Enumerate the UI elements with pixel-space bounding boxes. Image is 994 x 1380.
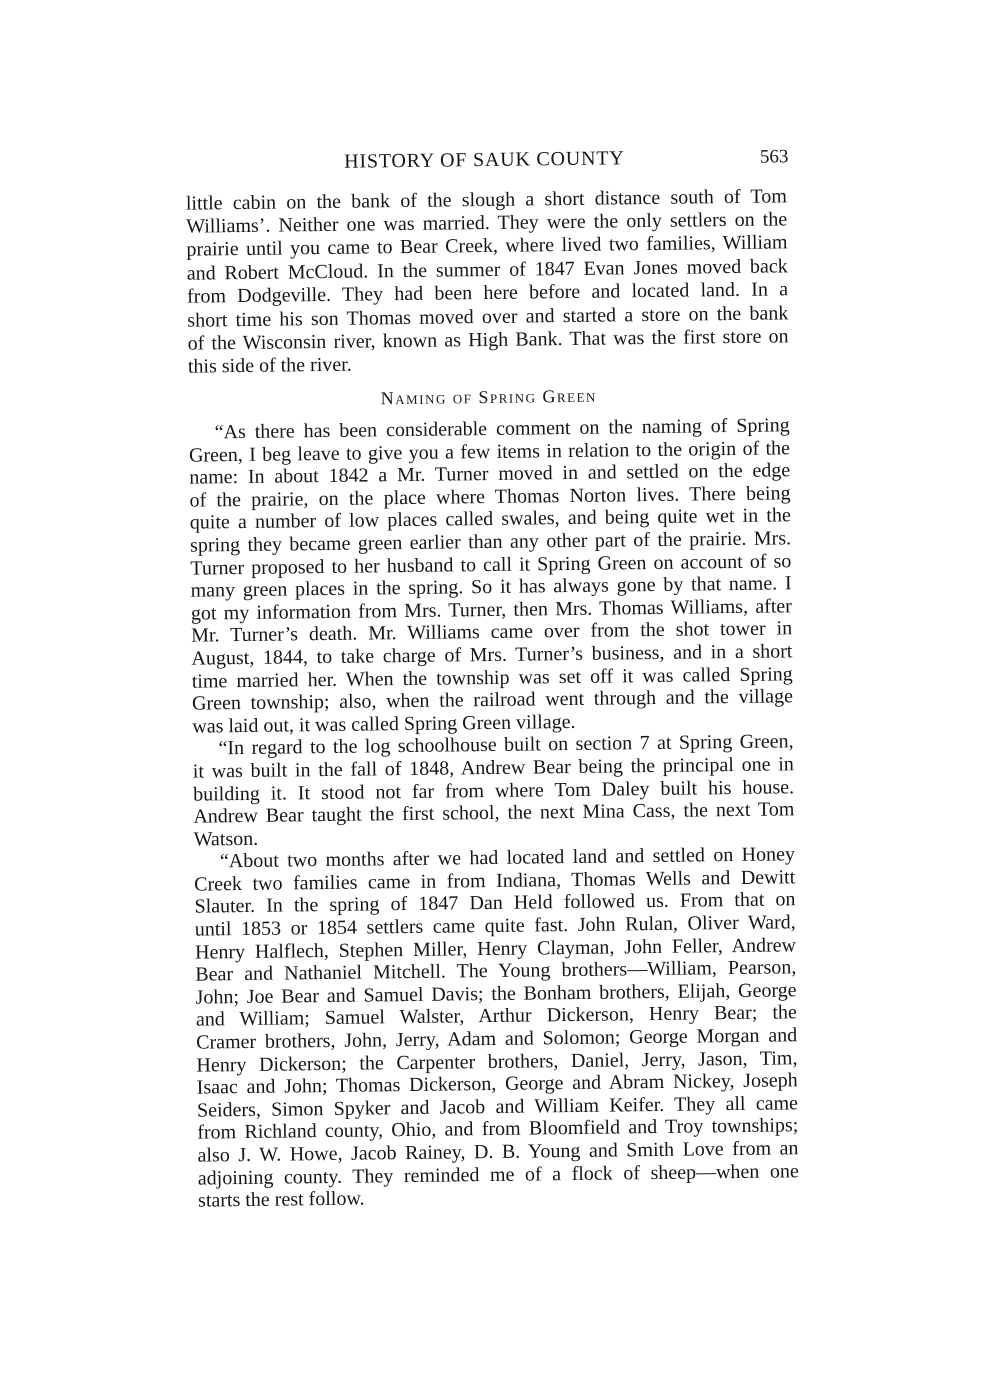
text-line: and Robert McCloud. In the summer of 1847 Evan Jones moved back <box>186 255 788 285</box>
text-line: got my information from Mrs. Turner, then Mrs. Thomas Williams, after <box>190 595 793 625</box>
text-line: spring they became green earlier than any other part of the prairie. Mrs. <box>189 527 792 557</box>
text-line: “As there has been considerable comment on the naming of Spring <box>214 414 790 444</box>
text-line: of the prairie, on the place where Thomas Norton lives. There being <box>189 482 791 512</box>
text-line: of the Wisconsin river, known as High Bank. That was the first store on <box>187 325 789 355</box>
text-line: it was built in the fall of 1848, Andrew Bear being the principal one in <box>192 753 794 783</box>
text-line: starts the rest follow. <box>197 1187 365 1212</box>
text-line: time married her. When the township was set off it was called Spring <box>191 662 793 693</box>
text-line: Seiders, Simon Spyker and Jacob and William Keifer. They all came <box>196 1092 799 1122</box>
text-line: name: In about 1842 a Mr. Turner moved in and settled on the edge <box>189 459 791 489</box>
text-line: Watson. <box>193 827 259 851</box>
section-heading: Naming of Spring Green <box>380 385 597 409</box>
text-line: Green, I beg leave to give you a few items in relation to the origin of the <box>188 436 791 467</box>
text-line: this side of the river. <box>187 354 352 379</box>
text-line: building it. It stood not far from where Tom Daley built his house. <box>192 775 795 806</box>
text-line: Creek two families came in from Indiana, Thomas Wells and Dewitt <box>194 866 796 896</box>
text-line: until 1853 or 1854 settlers came quite fast. John Rulan, Oliver Ward, <box>194 911 796 941</box>
page-number: 563 <box>759 146 789 168</box>
text-line: Andrew Bear taught the first school, the next Mina Cass, the next Tom <box>193 798 795 828</box>
text-line: little cabin on the bank of the slough a short distance south of Tom <box>185 184 787 215</box>
paragraph <box>194 844 799 1213</box>
book-page <box>143 116 847 1244</box>
text-line: and William; Samuel Walster, Arthur Dickerson, Henry Bear; the <box>195 1001 797 1032</box>
section-body <box>189 414 800 1212</box>
text-line: quite a number of low places called swales, and being quite wet in the <box>189 504 791 535</box>
text-line: Isaac and John; Thomas Dickerson, George and Abram Nickey, Joseph <box>196 1069 798 1099</box>
text-line: short time his son Thomas moved over and started a store on the bank <box>187 301 789 332</box>
text-line: Henry Dickerson; the Carpenter brothers, Daniel, Jerry, Jason, Tim, <box>196 1046 798 1077</box>
text-line: many green places in the spring. So it has always gone by that name. I <box>190 572 792 602</box>
text-line: adjoining county. They reminded me of a flock of sheep—when one <box>197 1159 799 1190</box>
text-line: Mr. Turner’s death. Mr. Williams came over from the shot tower in <box>191 617 793 647</box>
text-line: Turner proposed to her husband to call it Spring Green on account of so <box>190 549 792 580</box>
continuation-paragraph <box>186 185 789 380</box>
text-line: August, 1844, to take charge of Mrs. Turner’s business, and in a short <box>191 640 793 670</box>
text-line: Henry Halflech, Stephen Miller, Henry Clayman, John Feller, Andrew <box>194 933 797 964</box>
text-line: was laid out, it was called Spring Green village. <box>192 710 576 738</box>
paragraph <box>192 731 794 851</box>
running-head: HISTORY OF SAUK COUNTY <box>344 147 625 173</box>
text-line: from Dodgeville. They had been here before and located land. In a <box>186 278 789 308</box>
text-line: prairie until you came to Bear Creek, where lived two families, William <box>186 231 788 261</box>
text-line: Slauter. In the spring of 1847 Dan Held followed us. From that on <box>194 888 796 919</box>
text-line: John; Joe Bear and Samuel Davis; the Bonham brothers, Elijah, George <box>195 979 797 1009</box>
text-line: Bear and Nathaniel Mitchell. The Young brothers—William, Pearson, <box>195 956 797 986</box>
text-line: Cramer brothers, John, Jerry, Adam and Solomon; George Morgan and <box>196 1024 798 1054</box>
paragraph <box>189 414 794 738</box>
text-line: “In regard to the log schoolhouse built on section 7 at Spring Green, <box>218 730 794 760</box>
text-line: also J. W. Howe, Jacob Rainey, D. B. Young and Smith Love from an <box>197 1137 799 1167</box>
text-line: “About two months after we had located land and settled on Honey <box>219 843 796 873</box>
text-line: from Richland county, Ohio, and from Bloomfield and Troy townships; <box>197 1114 799 1145</box>
text-line: Green township; also, when the railroad went through and the village <box>191 685 794 715</box>
text-line: Williams’. Neither one was married. They were the only settlers on the <box>186 208 788 238</box>
